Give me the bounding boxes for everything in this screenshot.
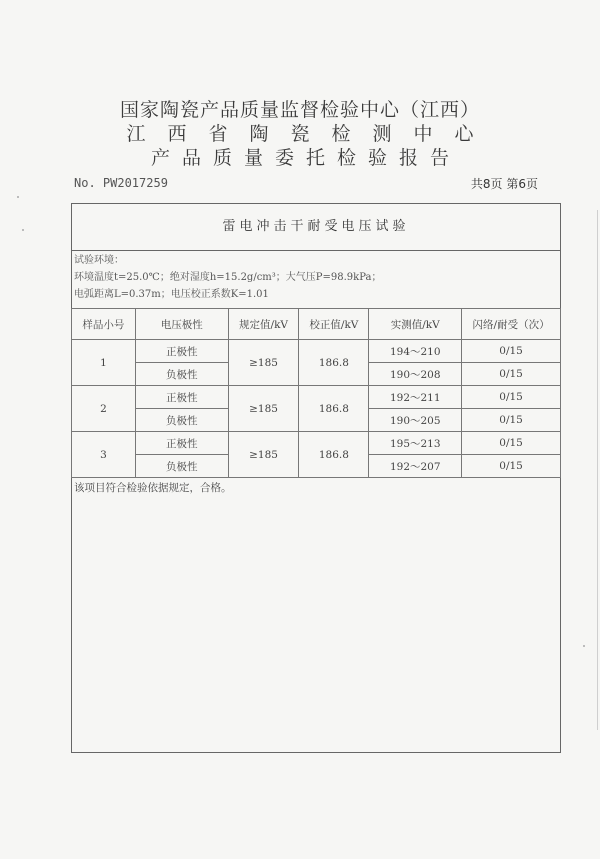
measured-value: 194～210 xyxy=(369,340,462,363)
col-header-polarity: 电压极性 xyxy=(135,309,228,340)
environment-line-1: 环境温度t=25.0℃；绝对湿度h=15.2g/cm³；大气压P=98.9kPa； xyxy=(74,272,382,283)
page-info: 共8页 第6页 xyxy=(470,177,538,191)
section-title: 雷电冲击干耐受电压试验 xyxy=(72,204,560,251)
table-row xyxy=(72,386,561,409)
col-header-sample: 样品小号 xyxy=(72,309,136,340)
environment-line-2: 电弧距离L=0.37m；电压校正系数K=1.01 xyxy=(74,289,269,300)
table-row xyxy=(72,432,561,455)
scan-speck xyxy=(17,196,19,198)
polarity-cell: 正极性 xyxy=(135,432,228,455)
header-line-2: 江西省陶瓷检测中心 xyxy=(126,123,496,145)
spec-value: ≥185 xyxy=(228,386,299,432)
polarity-cell: 正极性 xyxy=(135,340,228,363)
header-line-3: 产品质量委托检验报告 xyxy=(150,147,461,169)
environment-heading: 试验环境： xyxy=(74,255,124,266)
result-value: 0/15 xyxy=(462,409,561,432)
measured-value: 195～213 xyxy=(369,432,462,455)
result-value: 0/15 xyxy=(462,386,561,409)
report-frame xyxy=(71,203,561,753)
header-line-1: 国家陶瓷产品质量监督检验中心（江西） xyxy=(119,99,480,121)
sample-id: 3 xyxy=(72,432,136,478)
report-number: No. PW2017259 xyxy=(74,176,168,190)
result-value: 0/15 xyxy=(462,363,561,386)
scan-edge-line xyxy=(597,210,598,730)
result-value: 0/15 xyxy=(462,455,561,478)
sample-id: 1 xyxy=(72,340,136,386)
result-value: 0/15 xyxy=(462,432,561,455)
polarity-cell: 负极性 xyxy=(135,363,228,386)
measured-value: 190～205 xyxy=(369,409,462,432)
col-header-result: 闪络/耐受（次） xyxy=(462,309,561,340)
measured-value: 192～211 xyxy=(369,386,462,409)
conclusion-text: 该项目符合检验依据规定，合格。 xyxy=(74,482,232,494)
measured-value: 190～208 xyxy=(369,363,462,386)
measured-value: 192～207 xyxy=(369,455,462,478)
spec-value: ≥185 xyxy=(228,432,299,478)
polarity-cell: 正极性 xyxy=(135,386,228,409)
result-value: 0/15 xyxy=(462,340,561,363)
spec-value: ≥185 xyxy=(228,340,299,386)
table-header-row xyxy=(72,309,561,340)
corrected-value: 186.8 xyxy=(299,340,369,386)
corrected-value: 186.8 xyxy=(299,386,369,432)
results-table xyxy=(71,308,561,478)
scan-speck xyxy=(22,229,24,231)
scan-speck xyxy=(583,645,585,647)
corrected-value: 186.8 xyxy=(299,432,369,478)
col-header-spec: 规定值/kV xyxy=(228,309,299,340)
sample-id: 2 xyxy=(72,386,136,432)
table-row xyxy=(72,340,561,363)
test-environment xyxy=(74,252,381,303)
polarity-cell: 负极性 xyxy=(135,409,228,432)
polarity-cell: 负极性 xyxy=(135,455,228,478)
col-header-measured: 实测值/kV xyxy=(369,309,462,340)
col-header-corrected: 校正值/kV xyxy=(299,309,369,340)
